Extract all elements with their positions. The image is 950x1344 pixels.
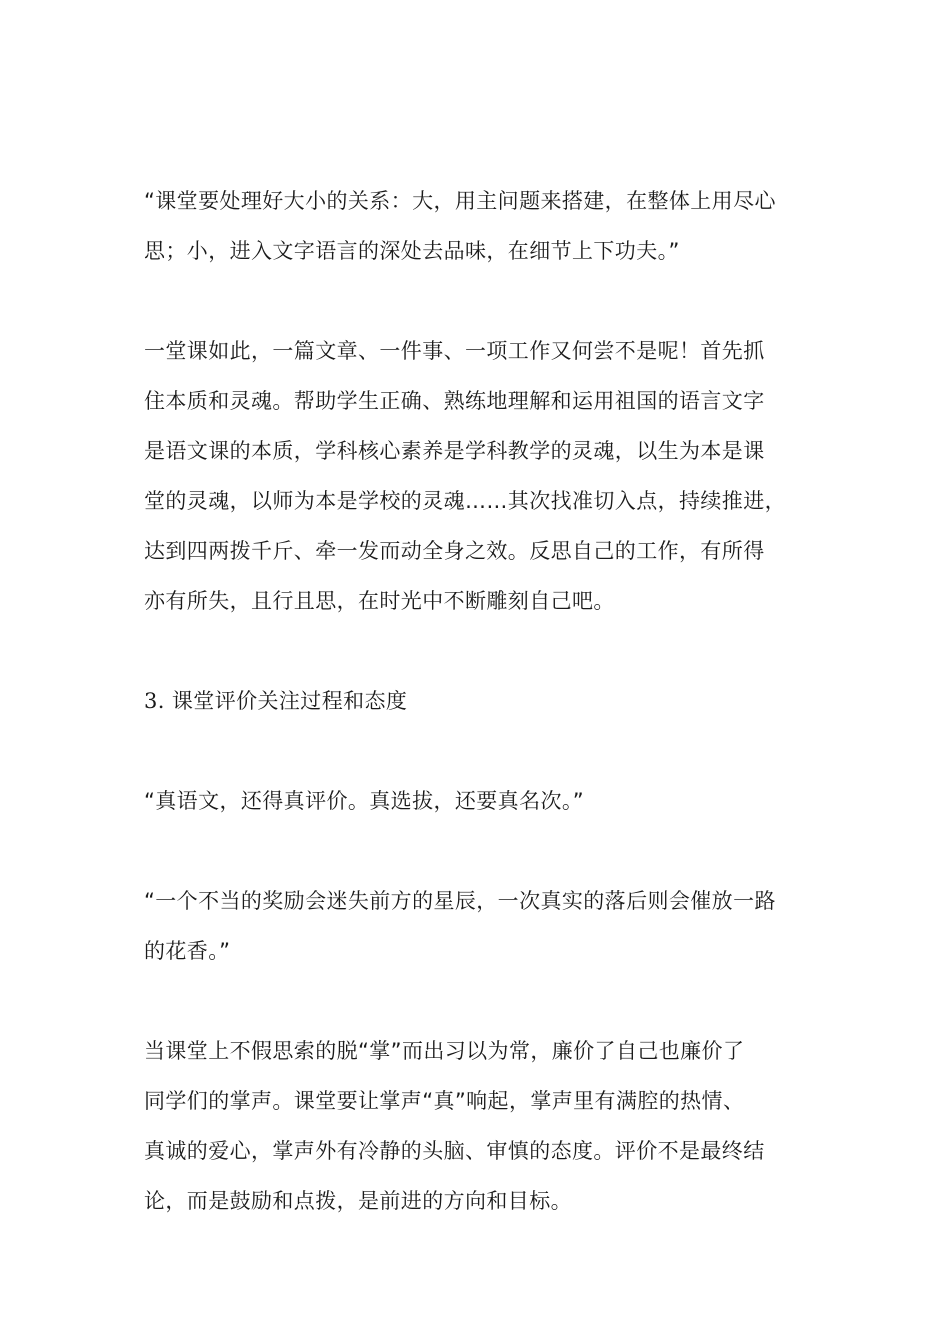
body-paragraph xyxy=(144,326,816,626)
document-body xyxy=(144,176,816,1276)
text-line: 同学们的掌声。课堂要让掌声“真”响起，掌声里有满腔的热情、 xyxy=(144,1089,745,1113)
text-line: “课堂要处理好大小的关系：大，用主问题来搭建，在整体上用尽心 xyxy=(144,189,776,213)
text-line: 当课堂上不假思索的脱“掌”而出习以为常，廉价了自己也廉价了 xyxy=(144,1039,745,1063)
section-heading xyxy=(144,676,816,726)
body-paragraph xyxy=(144,1026,816,1226)
text-line: 是语文课的本质，学科核心素养是学科教学的灵魂，以生为本是课 xyxy=(144,439,765,463)
text-line: 思；小，进入文字语言的深处去品味，在细节上下功夫。” xyxy=(144,239,680,263)
heading-line: 3. 课堂评价关注过程和态度 xyxy=(144,689,408,713)
quote-paragraph xyxy=(144,776,816,826)
text-line: 住本质和灵魂。帮助学生正确、熟练地理解和运用祖国的语言文字 xyxy=(144,389,765,413)
quote-paragraph xyxy=(144,176,816,276)
quote-paragraph xyxy=(144,876,816,976)
text-line: 达到四两拨千斤、牵一发而动全身之效。反思自己的工作，有所得 xyxy=(144,539,765,563)
text-line: 论，而是鼓励和点拨，是前进的方向和目标。 xyxy=(144,1189,572,1213)
text-line: 亦有所失，且行且思，在时光中不断雕刻自己吧。 xyxy=(144,589,615,613)
text-line: 的花香。” xyxy=(144,939,231,963)
text-line: 真诚的爱心，掌声外有冷静的头脑、审慎的态度。评价不是最终结 xyxy=(144,1139,765,1163)
text-line: “一个不当的奖励会迷失前方的星辰，一次真实的落后则会催放一路 xyxy=(144,889,776,913)
text-line: 堂的灵魂，以师为本是学校的灵魂……其次找准切入点，持续推进， xyxy=(144,489,786,513)
text-line: 一堂课如此，一篇文章、一件事、一项工作又何尝不是呢！首先抓 xyxy=(144,339,765,363)
text-line: “真语文，还得真评价。真选拔，还要真名次。” xyxy=(144,789,585,813)
